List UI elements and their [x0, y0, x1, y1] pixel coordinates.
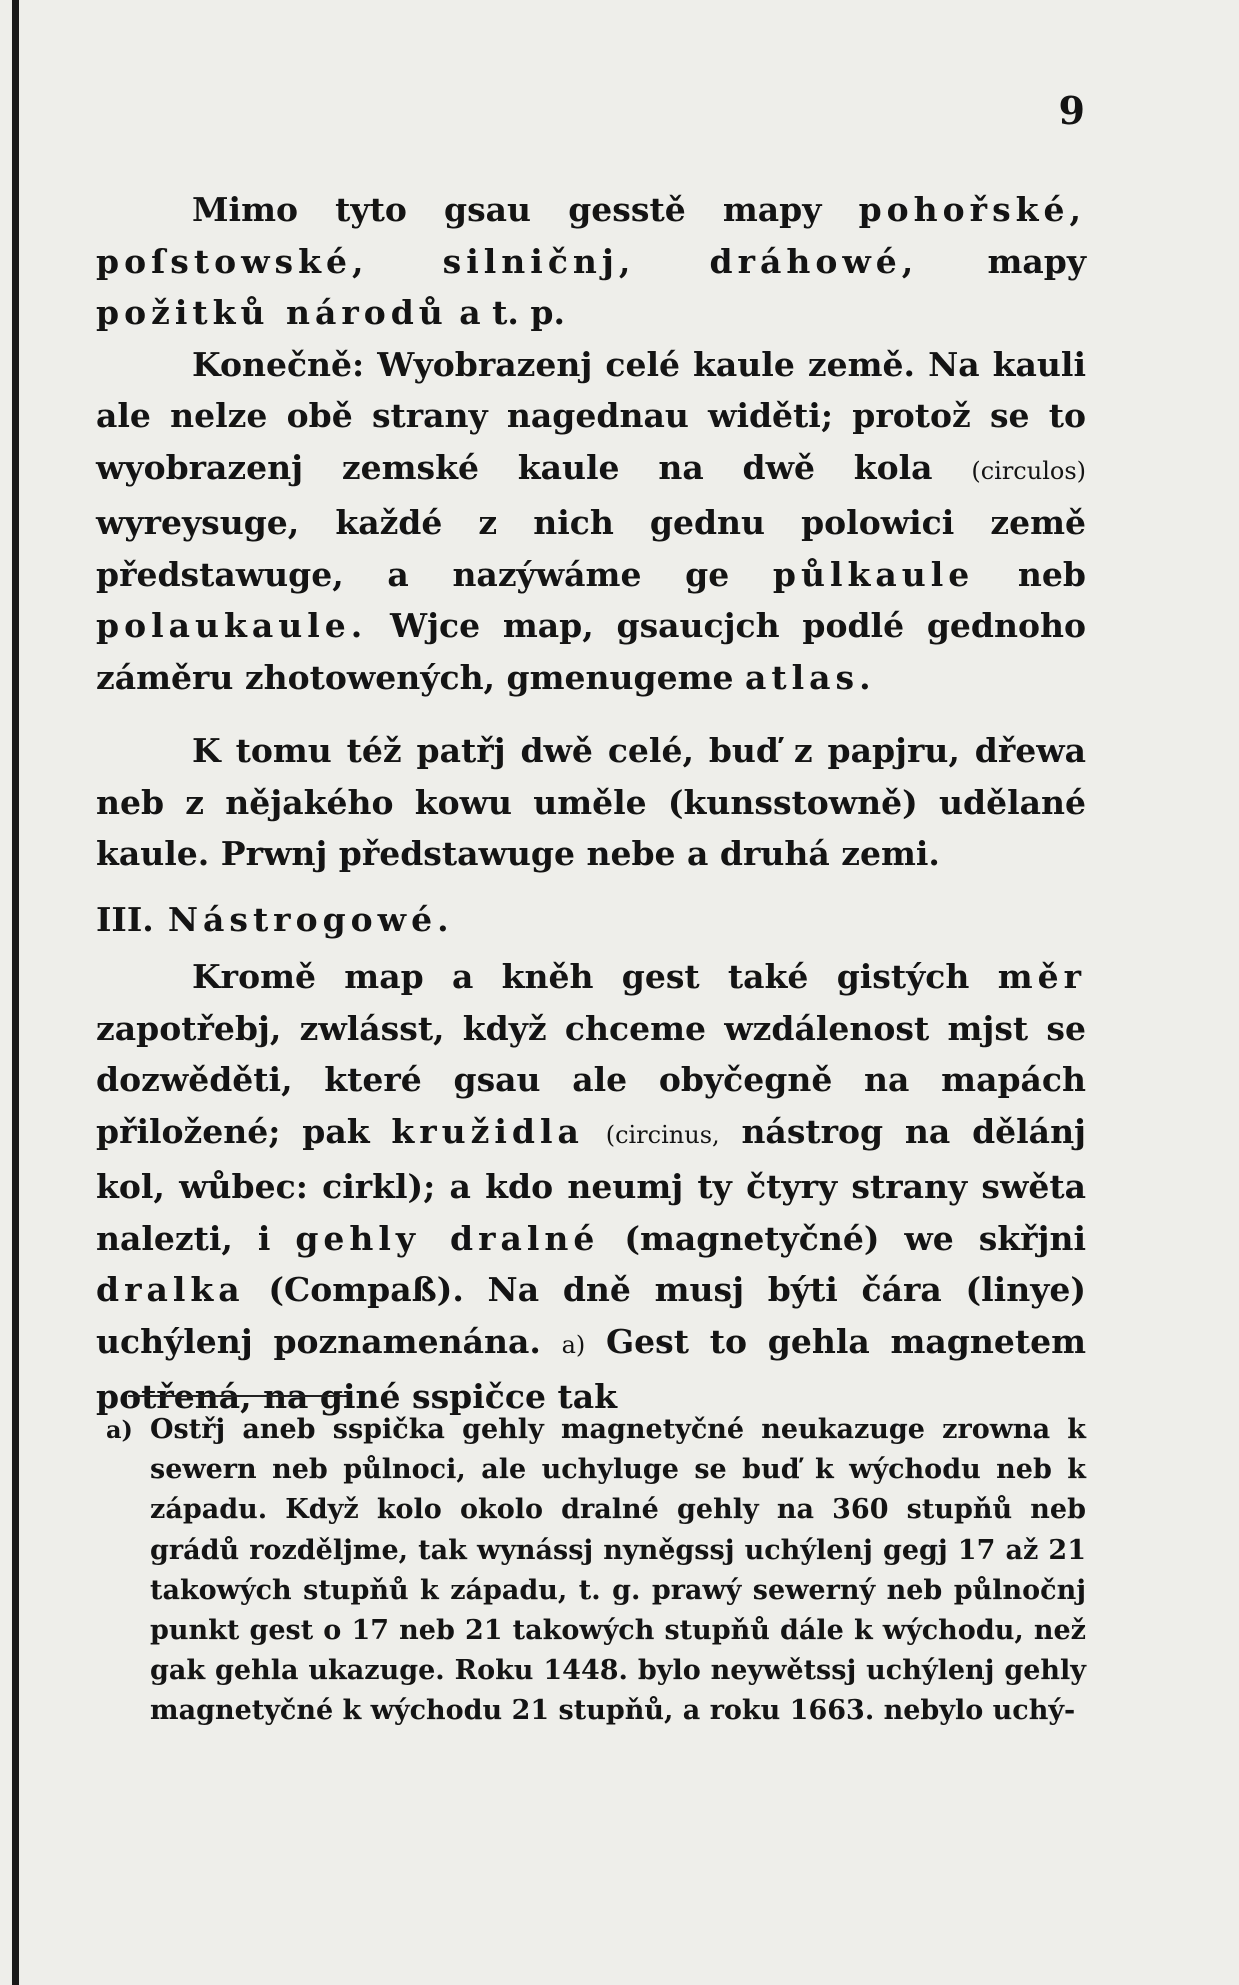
text-segment: pohořské, poſstowské, silničnj, dráhowé,	[96, 190, 1086, 281]
text-segment: Gest to gehla magnetem potřená, na giné sspičce tak	[96, 1321, 1086, 1416]
text-segment: wyreysuge, každé z nich gednu polowici země předstawuge, a nazýwáme ge	[96, 503, 1086, 594]
text-segment: a t. p.	[447, 293, 565, 332]
text-segment: (magnetyčné) we skřjni	[599, 1218, 1086, 1258]
text-segment: Wjce map, gsaucjch podlé gednoho záměru zhotowených, gmenugeme	[96, 606, 1086, 697]
text-segment: polaukaule.	[96, 606, 368, 645]
paragraph-globe-images	[96, 339, 1086, 704]
text-segment: mapy	[918, 241, 1087, 281]
text-segment: gehly dralné	[295, 1218, 600, 1258]
text-segment: požitků národů	[96, 293, 448, 332]
paragraph-gap	[96, 703, 1086, 725]
text-segment: měr	[997, 957, 1086, 996]
footnote-a	[106, 1410, 1086, 1732]
footnotes	[106, 1410, 1086, 1732]
text-segment: neb	[974, 554, 1086, 594]
text-segment: Kromě map a kněh gest také gistých	[192, 957, 998, 996]
paragraph-instruments	[96, 951, 1086, 1423]
section-heading	[96, 894, 1086, 946]
text-segment	[584, 1112, 606, 1151]
section-numeral: III.	[96, 899, 154, 939]
text-segment: (circinus,	[605, 1120, 720, 1149]
text-segment: nástrog na dělánj kol, wůbec: cirkl); a kdo neumj ty čtyry strany swěta nalezti, i	[96, 1111, 1087, 1258]
footnote-rule	[128, 1395, 348, 1397]
section-title: Nástrogowé.	[167, 899, 454, 939]
text-segment: Konečně: Wyobrazenj celé kaule země. Na kauli ale nelze obě strany nagednau widěti; protož se to wyobrazenj zemské kaule na dwě kola	[96, 344, 1086, 487]
text-segment: K tomu též patřj dwě celé, buď z papjru, dřewa neb z nějakého kowu uměle (kunsstowně) udělané kaule. Prwnj předstawuge nebe a druhá zemi.	[96, 731, 1086, 873]
paragraph-other-maps	[96, 184, 1086, 339]
text-segment: zapotřebj, zwlásst, když chceme wzdálenost mjst se dozwěděti, které gsau ale obyčegně na mapách přiložené; pak	[96, 1008, 1086, 1151]
paragraph-globes	[96, 725, 1086, 880]
text-segment: atlas.	[744, 657, 876, 697]
body-text	[96, 184, 1086, 1423]
text-segment: půlkaule	[772, 554, 975, 594]
text-segment: kružidla	[391, 1111, 584, 1151]
footnote-marker: a)	[106, 1415, 133, 1444]
text-segment: (circulos)	[971, 456, 1086, 485]
text-segment: a)	[561, 1330, 586, 1359]
text-segment: dralka	[96, 1270, 245, 1309]
page-edge-shadow	[12, 0, 19, 1985]
text-segment: (Compaß). Na dně musj býti čára (linye) uchýlenj poznamenána.	[96, 1270, 1086, 1361]
footnote-text: Ostřj aneb sspička gehly magnetyčné neukazuge zrowna k sewern neb půlnoci, ale uchyluge se buď k wýchodu neb k západu. Když kolo okolo dralné gehly na 360 stupňů neb grádů rozdělјme, tak wynássj nyněgssj uchýlenj gegj 17 až 21 takowých stupňů k západu, t. g. prawý sewerný neb půlnočnj punkt gest o 17 neb 21 takowých stupňů dále k wýchodu, než gak gehla ukazuge. Roku 1448. bylo neywětssj uchýlenj gehly magnetyčné k wýchodu 21 stupňů, a roku 1663. nebylo uchý-	[150, 1414, 1086, 1727]
page-number: 9	[1058, 88, 1086, 133]
text-segment: Mimo tyto gsau gesstě mapy	[192, 190, 859, 229]
